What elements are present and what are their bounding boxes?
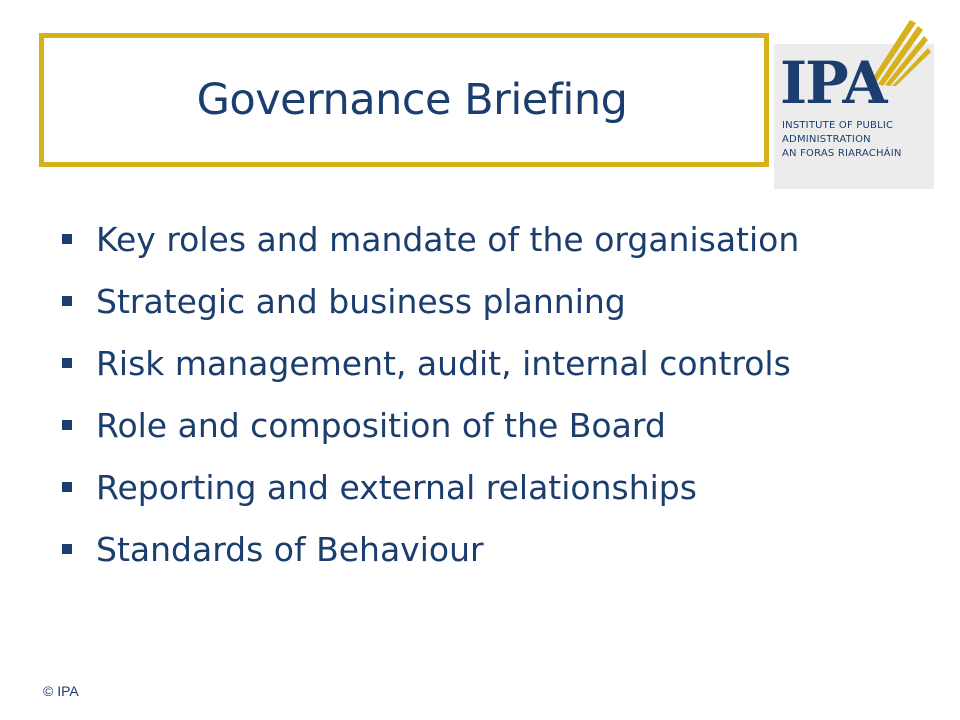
logo-letters: IPA	[780, 49, 886, 117]
bullet-text: Key roles and mandate of the organisation	[96, 219, 800, 259]
square-bullet-icon	[62, 544, 72, 554]
bullet-item	[58, 270, 799, 332]
bullet-item	[58, 332, 799, 394]
bullet-text: Role and composition of the Board	[96, 405, 666, 445]
copyright-footer: © IPA	[43, 683, 79, 699]
square-bullet-icon	[62, 296, 72, 306]
bullet-item	[58, 208, 799, 270]
logo-line-2: ADMINISTRATION	[782, 134, 871, 145]
bullet-item	[58, 456, 799, 518]
square-bullet-icon	[62, 234, 72, 244]
bullet-item	[58, 394, 799, 456]
bullet-text: Strategic and business planning	[96, 281, 626, 321]
bullet-list	[58, 208, 799, 580]
square-bullet-icon	[62, 482, 72, 492]
ipa-logo	[774, 16, 934, 176]
slide-title: Governance Briefing	[196, 75, 628, 125]
logo-line-3: AN FORAS RIARACHÁIN	[782, 148, 902, 159]
square-bullet-icon	[62, 358, 72, 368]
bullet-item	[58, 518, 799, 580]
square-bullet-icon	[62, 420, 72, 430]
bullet-text: Standards of Behaviour	[96, 529, 484, 569]
bullet-text: Risk management, audit, internal controls	[96, 343, 791, 383]
title-frame	[39, 33, 769, 167]
bullet-text: Reporting and external relationships	[96, 467, 697, 507]
logo-line-1: INSTITUTE OF PUBLIC	[782, 120, 894, 131]
